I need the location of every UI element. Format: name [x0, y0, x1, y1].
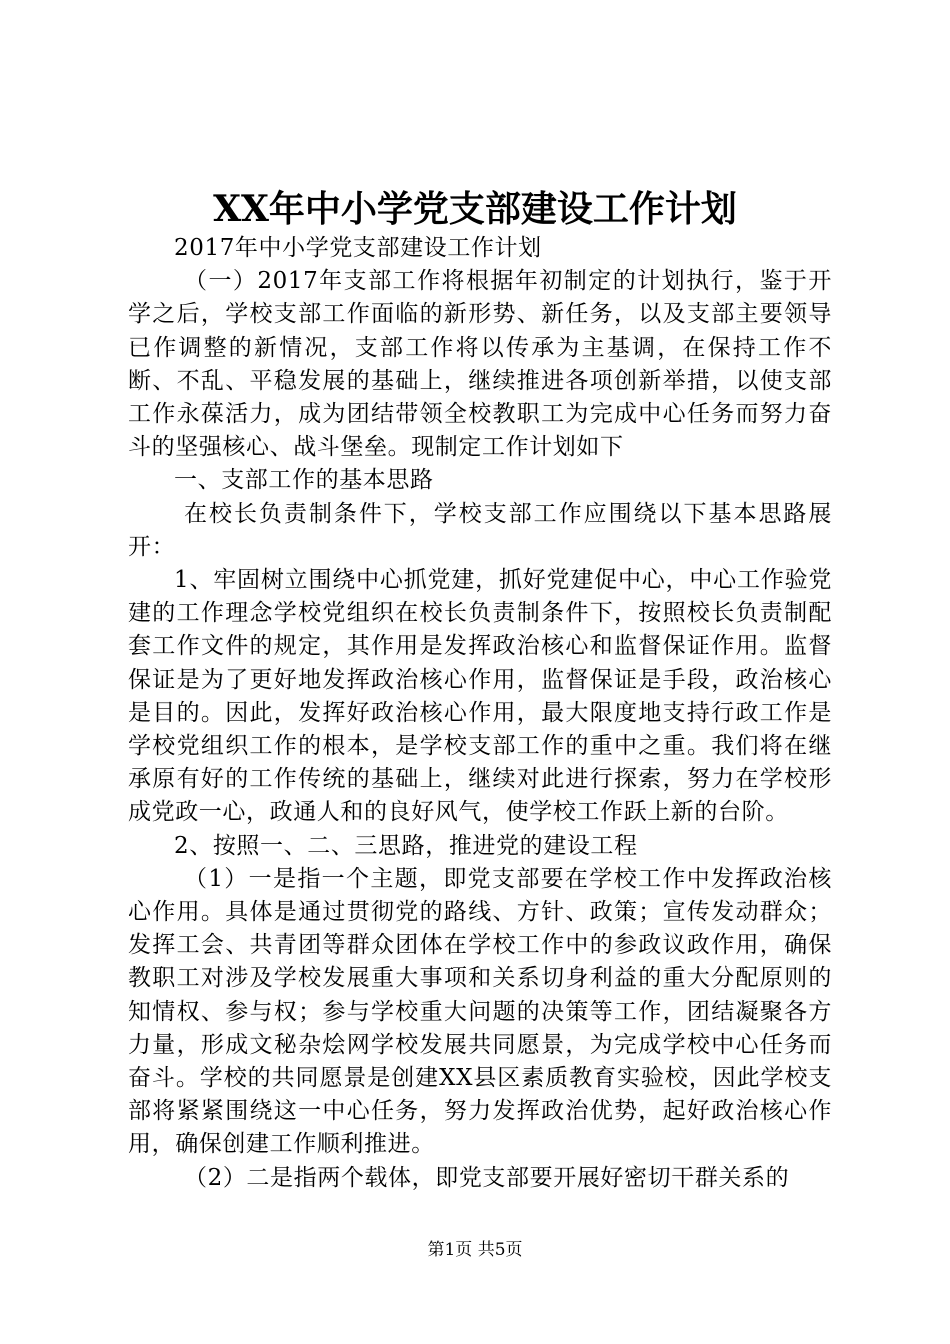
paragraph-subtitle: 2017年中小学党支部建设工作计划 — [174, 235, 542, 261]
paragraph-intro: （一）2017年支部工作将根据年初制定的计划执行，鉴于开学之后，学校支部工作面临的新形势、新任务，以及支部主要领导已作调整的新情况，支部工作将以传承为主基调，在保持工作不断、不乱、平稳发展的基础上，继续推进各项创新举措，以使支部工作永葆活力，成为团结带领全校教职工为完成中心任务而努力奋斗的坚强核心、战斗堡垒。现制定工作计划如下 — [128, 268, 832, 461]
page-footer: 第1页 共5页 — [427, 1240, 523, 1260]
paragraph-section-lead: 在校长负责制条件下，学校支部工作应围绕以下基本思路展开： — [128, 500, 832, 560]
paragraph-point-2: 2、按照一、二、三思路，推进党的建设工程 — [174, 832, 638, 859]
document-body — [128, 232, 832, 1195]
paragraph-section-heading: 一、支部工作的基本思路 — [174, 467, 434, 494]
paragraph-subpoint-2: （2）二是指两个载体，即党支部要开展好密切干群关系的 — [184, 1164, 790, 1191]
document-title: XX年中小学党支部建设工作计划 — [213, 188, 737, 230]
paragraph-point-1: 1、牢固树立围绕中心抓党建，抓好党建促中心，中心工作验党建的工作理念学校党组织在校长负责制条件下，按照校长负责制配套工作文件的规定，其作用是发挥政治核心和监督保证作用。监督保证是为了更好地发挥政治核心作用，监督保证是手段，政治核心是目的。因此，发挥好政治核心作用，最大限度地支持行政工作是学校党组织工作的根本，是学校支部工作的重中之重。我们将在继承原有好的工作传统的基础上，继续对此进行探索，努力在学校形成党政一心，政通人和的良好风气，使学校工作跃上新的台阶。 — [128, 567, 832, 826]
paragraph-subpoint-1: （1）一是指一个主题，即党支部要在学校工作中发挥政治核心作用。具体是通过贯彻党的路线、方针、政策；宣传发动群众；发挥工会、共青团等群众团体在学校工作中的参政议政作用，确保教职工对涉及学校发展重大事项和关系切身利益的重大分配原则的知情权、参与权；参与学校重大问题的决策等工作，团结凝聚各方力量，形成文秘杂烩网学校发展共同愿景，为完成学校中心任务而奋斗。学校的共同愿景是创建XX县区素质教育实验校，因此学校支部将紧紧围绕这一中心任务，努力发挥政治优势，起好政治核心作用，确保创建工作顺利推进。 — [128, 865, 832, 1158]
